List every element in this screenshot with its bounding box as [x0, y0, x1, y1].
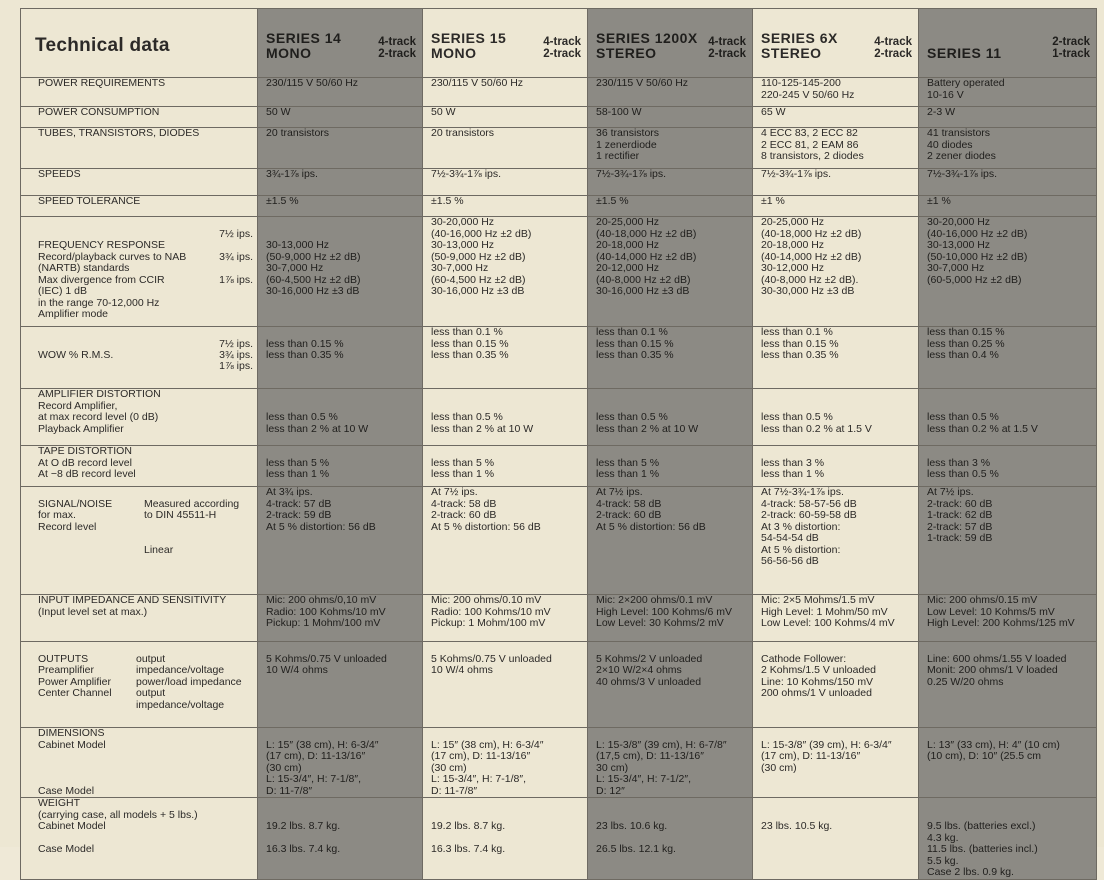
cell-value: 20-25,000 Hz (40-18,000 Hz ±2 dB) 20-18,000 Hz (40-14,000 Hz ±2 dB) 30-12,000 Hz (40-8,000 Hz ±2 dB). 30-30,000 Hz ±3 dB	[753, 217, 919, 327]
row-label	[21, 327, 258, 389]
cell-value: ±1.5 %	[423, 196, 588, 217]
track-config: 4-track 2-track	[874, 35, 912, 60]
row-label: TUBES, TRANSISTORS, DIODES	[21, 128, 258, 169]
cell-value: 2-3 W	[919, 107, 1097, 128]
cell-value: ±1.5 %	[588, 196, 753, 217]
page-title: Technical data	[21, 9, 258, 78]
cell-value: less than 0.1 % less than 0.15 % less than 0.35 %	[423, 327, 588, 389]
cell-value: L: 15-3/8″ (39 cm), H: 6-3/4″ (17 cm), D: 11-13/16″ (30 cm)	[753, 728, 919, 798]
cell-value: 7½-3¾-1⅞ ips.	[588, 169, 753, 196]
cell-value: 230/115 V 50/60 Hz	[423, 78, 588, 107]
speed-tag: 1⅞ ips.	[219, 273, 253, 286]
cell-value: less than 5 % less than 1 %	[258, 446, 423, 487]
column-header-series-6x	[753, 9, 919, 78]
cell-value: Mic: 2×5 Mohms/1.5 mV High Level: 1 Mohm/50 mV Low Level: 100 Kohms/4 mV	[753, 595, 919, 642]
cell-value: 36 transistors 1 zenerdiode 1 rectifier	[588, 128, 753, 169]
column-header-series-14	[258, 9, 423, 78]
cell-value: 50 W	[423, 107, 588, 128]
cell-value: L: 15″ (38 cm), H: 6-3/4″ (17 cm), D: 11-13/16″ (30 cm) L: 15-3/4″, H: 7-1/8″, D: 11-7/8″	[258, 728, 423, 798]
track-config: 4-track 2-track	[543, 35, 581, 60]
row-label-text: OUTPUTS Preamplifier Power Amplifier Center Channel	[38, 652, 112, 699]
cell-value: less than 0.5 % less than 0.2 % at 1.5 V	[753, 389, 919, 446]
cell-value: 50 W	[258, 107, 423, 128]
cell-value: 20-25,000 Hz (40-18,000 Hz ±2 dB) 20-18,000 Hz (40-14,000 Hz ±2 dB) 20-12,000 Hz (40-8,000 Hz ±2 dB) 30-16,000 Hz ±3 dB	[588, 217, 753, 327]
cell-value: Battery operated 10-16 V	[919, 78, 1097, 107]
cell-value: less than 0.5 % less than 0.2 % at 1.5 V	[919, 389, 1097, 446]
series-name: SERIES 1200X STEREO	[596, 29, 698, 61]
cell-value: less than 5 % less than 1 %	[423, 446, 588, 487]
cell-value: 5 Kohms/0.75 V unloaded 10 W/4 ohms	[258, 642, 423, 728]
cell-value: 7½-3¾-1⅞ ips.	[423, 169, 588, 196]
track-config: 2-track 1-track	[1052, 35, 1090, 60]
row-label	[21, 217, 258, 327]
cell-value: less than 3 % less than 1 %	[753, 446, 919, 487]
column-header-series-1200x	[588, 9, 753, 78]
cell-value: 9.5 lbs. (batteries excl.) 4.3 kg. 11.5 lbs. (batteries incl.) 5.5 kg. Case 2 lbs. 0.9 kg.	[919, 798, 1097, 880]
cell-value: 19.2 lbs. 8.7 kg. 16.3 lbs. 7.4 kg.	[258, 798, 423, 880]
row-label	[21, 642, 258, 728]
row-dimensions	[21, 728, 1097, 798]
track-config: 4-track 2-track	[708, 35, 746, 60]
technical-data-table	[20, 8, 1097, 880]
cell-value: At 7½ ips. 2-track: 60 dB 1-track: 62 dB 2-track: 57 dB 1-track: 59 dB	[919, 487, 1097, 595]
cell-value: 230/115 V 50/60 Hz	[258, 78, 423, 107]
row-note: output impedance/voltage power/load impedance output impedance/voltage	[136, 652, 242, 711]
speed-tag: 7½ ips.	[219, 227, 253, 240]
row-tape-distortion	[21, 446, 1097, 487]
cell-value: 58-100 W	[588, 107, 753, 128]
series-name: SERIES 6X STEREO	[761, 29, 838, 61]
column-header-series-11	[919, 9, 1097, 78]
row-power-consumption	[21, 107, 1097, 128]
cell-value: 30-20,000 Hz (40-16,000 Hz ±2 dB) 30-13,000 Hz (50-10,000 Hz ±2 dB) 30-7,000 Hz (60-5,000 Hz ±2 dB)	[919, 217, 1097, 327]
row-label: AMPLIFIER DISTORTION Record Amplifier, at max record level (0 dB) Playback Amplifier	[21, 389, 258, 446]
row-power-requirements	[21, 78, 1097, 107]
row-label: WEIGHT (carrying case, all models + 5 lbs.) Cabinet Model Case Model	[21, 798, 258, 880]
cell-value: 20 transistors	[258, 128, 423, 169]
cell-value: 20 transistors	[423, 128, 588, 169]
cell-value: 41 transistors 40 diodes 2 zener diodes	[919, 128, 1097, 169]
speed-tag: 1⅞ ips.	[219, 359, 253, 372]
cell-value: 3¾-1⅞ ips.	[258, 169, 423, 196]
cell-value: L: 13″ (33 cm), H: 4″ (10 cm) (10 cm), D: 10″ (25.5 cm	[919, 728, 1097, 798]
row-label: SPEED TOLERANCE	[21, 196, 258, 217]
cell-value: At 7½ ips. 4-track: 58 dB 2-track: 60 dB At 5 % distortion: 56 dB	[588, 487, 753, 595]
row-input-impedance	[21, 595, 1097, 642]
speed-tag: 3¾ ips.	[219, 250, 253, 263]
cell-value: Mic: 2×200 ohms/0.1 mV High Level: 100 Kohms/6 mV Low Level: 30 Kohms/2 mV	[588, 595, 753, 642]
cell-value: 23 lbs. 10.5 kg.	[753, 798, 919, 880]
row-wow	[21, 327, 1097, 389]
cell-value: ±1 %	[753, 196, 919, 217]
row-label: INPUT IMPEDANCE AND SENSITIVITY (Input level set at max.)	[21, 595, 258, 642]
row-weight	[21, 798, 1097, 880]
series-name: SERIES 11	[927, 44, 1002, 61]
row-label: DIMENSIONS Cabinet Model Case Model	[21, 728, 258, 798]
cell-value: 5 Kohms/2 V unloaded 2×10 W/2×4 ohms 40 ohms/3 V unloaded	[588, 642, 753, 728]
row-label	[21, 487, 258, 595]
cell-value: Cathode Follower: 2 Kohms/1.5 V unloaded Line: 10 Kohms/150 mV 200 ohms/1 V unloaded	[753, 642, 919, 728]
cell-value: less than 0.15 % less than 0.35 %	[258, 327, 423, 389]
cell-value: 19.2 lbs. 8.7 kg. 16.3 lbs. 7.4 kg.	[423, 798, 588, 880]
cell-value: Mic: 200 ohms/0.10 mV Radio: 100 Kohms/10 mV Pickup: 1 Mohm/100 mV	[423, 595, 588, 642]
cell-value: less than 0.5 % less than 2 % at 10 W	[423, 389, 588, 446]
row-label: POWER REQUIREMENTS	[21, 78, 258, 107]
row-speeds	[21, 169, 1097, 196]
cell-value: less than 0.15 % less than 0.25 % less than 0.4 %	[919, 327, 1097, 389]
cell-value: 4 ECC 83, 2 ECC 82 2 ECC 81, 2 EAM 86 8 transistors, 2 diodes	[753, 128, 919, 169]
cell-value: less than 0.5 % less than 2 % at 10 W	[588, 389, 753, 446]
cell-value: Mic: 200 ohms/0,10 mV Radio: 100 Kohms/10 mV Pickup: 1 Mohm/100 mV	[258, 595, 423, 642]
cell-value: Line: 600 ohms/1.55 V loaded Monit: 200 ohms/1 V loaded 0.25 W/20 ohms	[919, 642, 1097, 728]
cell-value: L: 15-3/8″ (39 cm), H: 6-7/8″ (17,5 cm), D: 11-13/16″ 30 cm) L: 15-3/4″, H: 7-1/2″, D: 12″	[588, 728, 753, 798]
speed-tag: 3¾ ips.	[219, 348, 253, 361]
row-label: POWER CONSUMPTION	[21, 107, 258, 128]
track-config: 4-track 2-track	[378, 35, 416, 60]
cell-value: less than 5 % less than 1 %	[588, 446, 753, 487]
row-speed-tolerance	[21, 196, 1097, 217]
cell-value: ±1 %	[919, 196, 1097, 217]
row-label-text: FREQUENCY RESPONSE Record/playback curves to NAB (NARTB) standards Max divergence from CCIR (IEC) 1 dB in the range 70-12,000 Hz Amplifier mode	[38, 239, 187, 320]
series-name: SERIES 14 MONO	[266, 29, 342, 61]
cell-value: 110-125-145-200 220-245 V 50/60 Hz	[753, 78, 919, 107]
cell-value: 30-20,000 Hz (40-16,000 Hz ±2 dB) 30-13,000 Hz (50-9,000 Hz ±2 dB) 30-7,000 Hz (60-4,500 Hz ±2 dB) 30-16,000 Hz ±3 dB	[423, 217, 588, 327]
cell-value: less than 0.5 % less than 2 % at 10 W	[258, 389, 423, 446]
cell-value: At 7½-3¾-1⅞ ips. 4-track: 58-57-56 dB 2-track: 60-59-58 dB At 3 % distortion: 54-54-54 dB At 5 % distortion: 56-56-56 dB	[753, 487, 919, 595]
speed-tag: 7½ ips.	[219, 337, 253, 350]
row-amplifier-distortion	[21, 389, 1097, 446]
cell-value: 23 lbs. 10.6 kg. 26.5 lbs. 12.1 kg.	[588, 798, 753, 880]
row-label-text: SIGNAL/NOISE for max. Record level	[38, 497, 113, 533]
row-outputs	[21, 642, 1097, 728]
cell-value: 5 Kohms/0.75 V unloaded 10 W/4 ohms	[423, 642, 588, 728]
cell-value: At 3¾ ips. 4-track: 57 dB 2-track: 59 dB At 5 % distortion: 56 dB	[258, 487, 423, 595]
row-signal-noise	[21, 487, 1097, 595]
row-label: TAPE DISTORTION At O dB record level At −8 dB record level	[21, 446, 258, 487]
cell-value: less than 3 % less than 0.5 %	[919, 446, 1097, 487]
row-frequency-response	[21, 217, 1097, 327]
cell-value: less than 0.1 % less than 0.15 % less than 0.35 %	[753, 327, 919, 389]
row-tubes-transistors-diodes	[21, 128, 1097, 169]
row-note: Measured according to DIN 45511-H Linear	[144, 497, 240, 556]
row-label: SPEEDS	[21, 169, 258, 196]
header-row	[21, 9, 1097, 78]
cell-value: 7½-3¾-1⅞ ips.	[753, 169, 919, 196]
column-header-series-15	[423, 9, 588, 78]
cell-value: 65 W	[753, 107, 919, 128]
cell-value: 7½-3¾-1⅞ ips.	[919, 169, 1097, 196]
cell-value: 30-13,000 Hz (50-9,000 Hz ±2 dB) 30-7,000 Hz (60-4,500 Hz ±2 dB) 30-16,000 Hz ±3 dB	[258, 217, 423, 327]
cell-value: L: 15″ (38 cm), H: 6-3/4″ (17 cm), D: 11-13/16″ (30 cm) L: 15-3/4″, H: 7-1/8″, D: 11-7/8″	[423, 728, 588, 798]
cell-value: 230/115 V 50/60 Hz	[588, 78, 753, 107]
cell-value: less than 0.1 % less than 0.15 % less than 0.35 %	[588, 327, 753, 389]
cell-value: ±1.5 %	[258, 196, 423, 217]
cell-value: At 7½ ips. 4-track: 58 dB 2-track: 60 dB At 5 % distortion: 56 dB	[423, 487, 588, 595]
series-name: SERIES 15 MONO	[431, 29, 507, 61]
cell-value: Mic: 200 ohms/0.15 mV Low Level: 10 Kohms/5 mV High Level: 200 Kohms/125 mV	[919, 595, 1097, 642]
row-label-text: WOW % R.M.S.	[38, 349, 114, 361]
